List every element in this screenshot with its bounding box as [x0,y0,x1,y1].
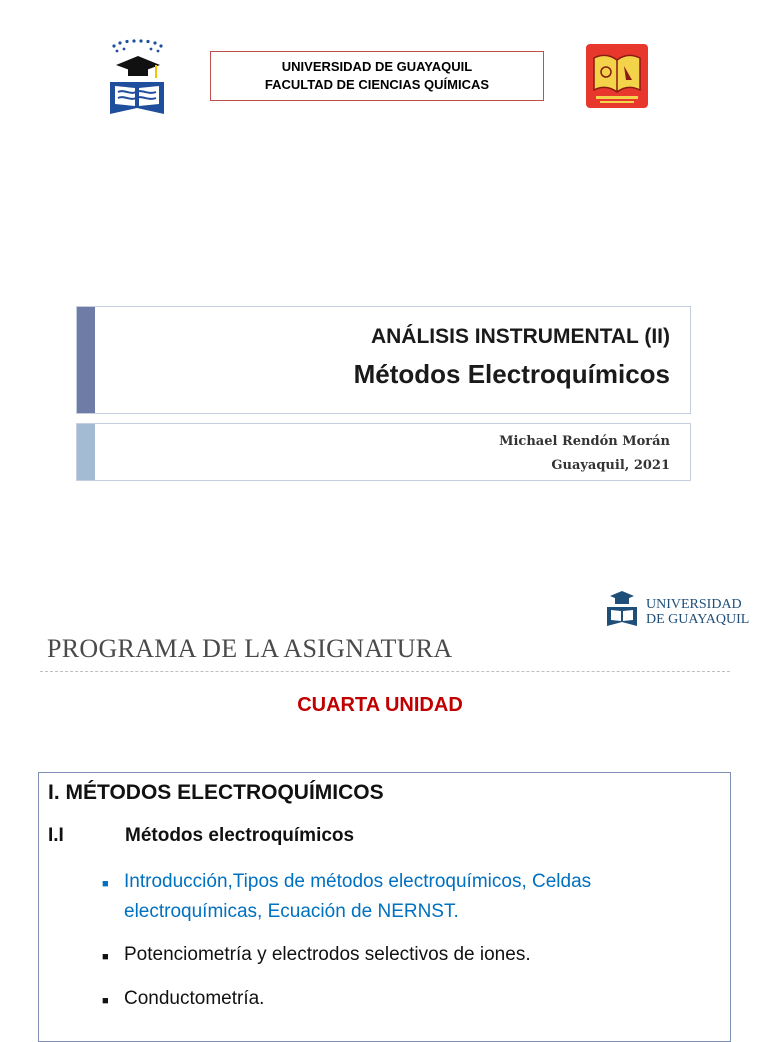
title-block [76,306,691,414]
author-block [76,423,691,481]
title-accent-bar [77,307,95,413]
subsection-title: Métodos electroquímicos [125,825,355,846]
list-item [102,940,722,972]
institution-header [210,51,544,101]
university-crest-icon [104,38,170,118]
ug-logo-line1: UNIVERSIDAD [646,597,742,612]
list-item [102,984,722,1016]
universidad-guayaquil-logo [606,590,756,628]
list-item-text: Potenciometría y electrodos selectivos de iones. [124,944,531,965]
ug-logo-line2: DE GUAYAQUIL [646,612,750,627]
faculty-seal-icon [586,44,648,108]
subsection-number: I.I [48,825,64,846]
list-item-text: Introducción,Tipos de métodos electroquímicos, Celdas electroquímicas, Ecuación de NERNST. [124,871,592,922]
section-heading: I. MÉTODOS ELECTROQUÍMICOS [48,781,384,804]
topic-title: Métodos Electroquímicos [353,359,670,389]
unit-title: CUARTA UNIDAD [297,694,463,716]
program-title: PROGRAMA DE LA ASIGNATURA [47,634,453,663]
author-name: Michael Rendón Morán [499,434,670,449]
bullet-square-icon: ■ [102,878,109,890]
faculty-name: FACULTAD DE CIENCIAS QUÍMICAS [264,77,490,92]
university-name: UNIVERSIDAD DE GUAYAQUIL [281,59,473,74]
bullet-square-icon: ■ [102,995,109,1007]
place-year: Guayaquil, 2021 [551,458,670,473]
course-title: ANÁLISIS INSTRUMENTAL (II) [370,325,670,348]
list-item-text: Conductometría. [124,988,265,1009]
title-divider [40,671,730,672]
author-accent-bar [77,424,95,480]
list-item [102,867,722,927]
bullet-square-icon: ■ [102,951,109,963]
